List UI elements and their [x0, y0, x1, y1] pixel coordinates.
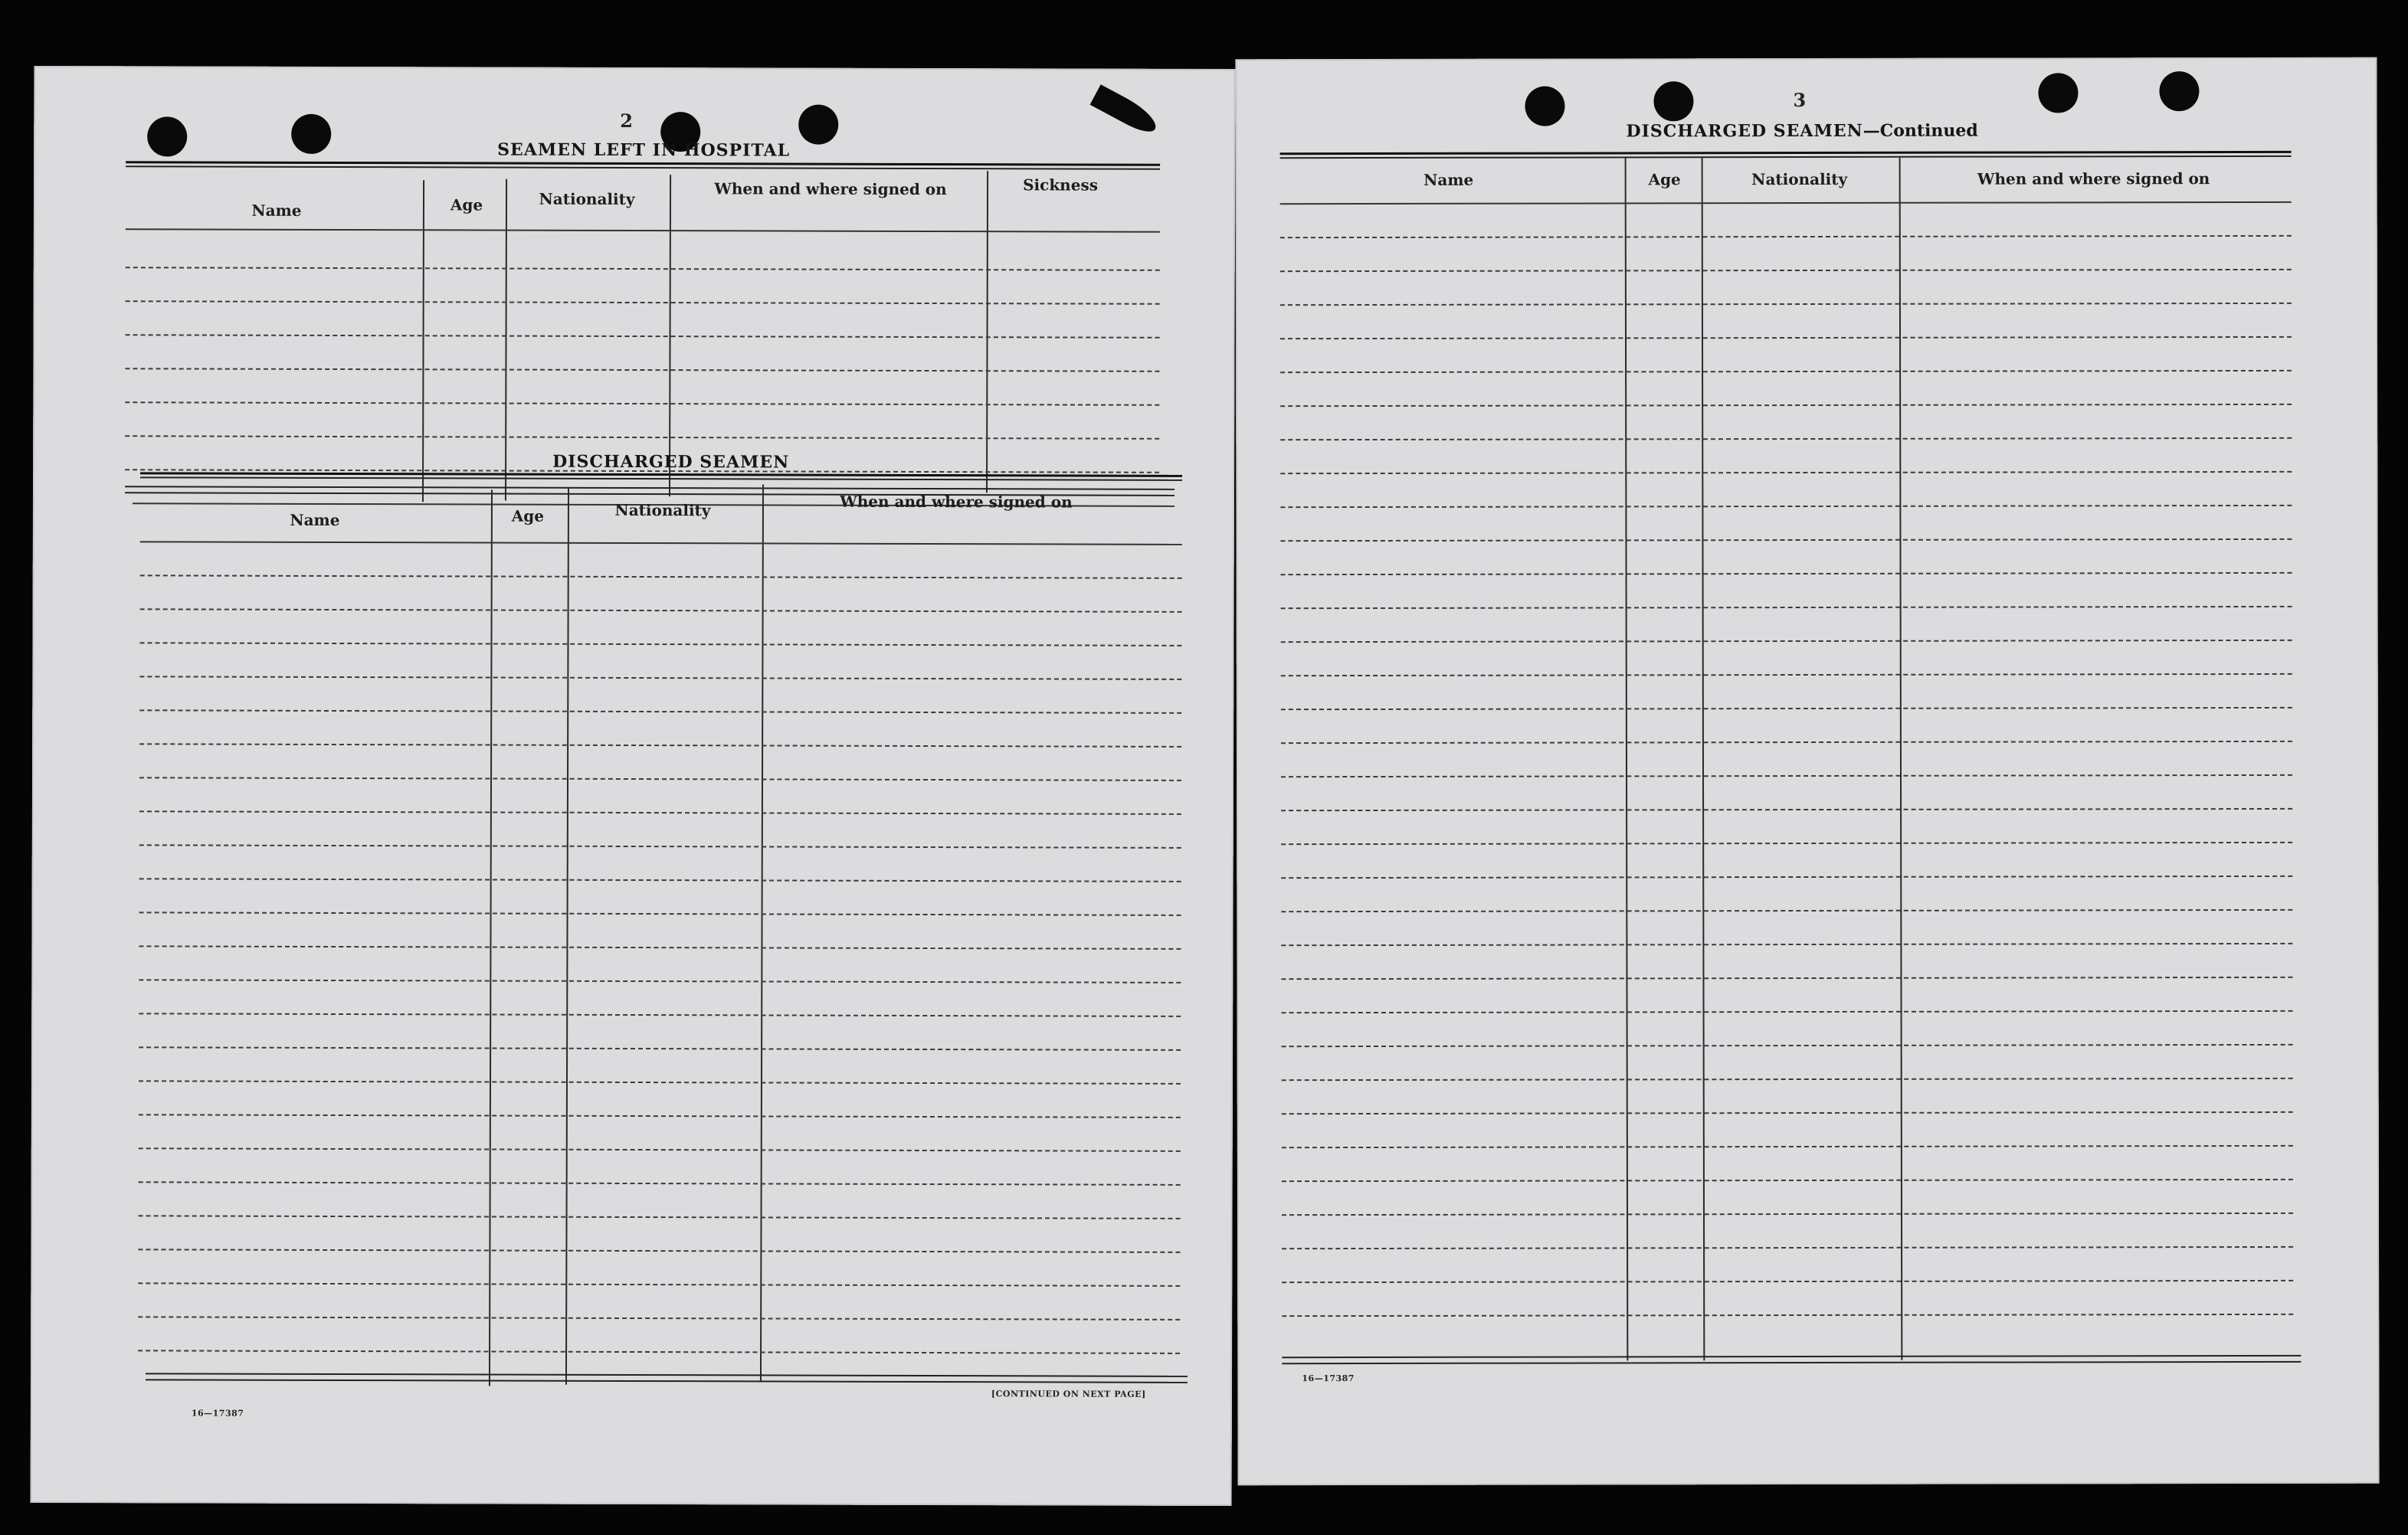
entry-line	[1280, 437, 2292, 440]
entry-line	[1281, 707, 2292, 710]
header-underline	[126, 228, 1160, 233]
entry-line	[139, 1080, 1181, 1085]
entry-line	[1281, 774, 2292, 777]
entry-line	[139, 676, 1181, 680]
section-title-discharged: DISCHARGED SEAMEN	[552, 451, 790, 473]
entry-line	[1281, 876, 2292, 879]
entry-line	[1281, 673, 2292, 676]
entry-line	[1281, 741, 2292, 744]
page-number: 3	[1793, 89, 1807, 112]
entry-line	[126, 334, 1160, 339]
entry-line	[139, 642, 1181, 646]
entry-line	[1282, 1314, 2293, 1317]
entry-line	[1280, 235, 2292, 238]
entry-line	[139, 844, 1181, 849]
punch-hole	[1653, 81, 1693, 121]
entry-line	[139, 743, 1181, 748]
entry-line	[1282, 1246, 2293, 1249]
column-divider	[760, 484, 764, 1380]
entry-line	[139, 810, 1181, 815]
section-rule	[146, 1373, 1188, 1377]
entry-line	[139, 1215, 1181, 1219]
entry-line	[1282, 1179, 2293, 1182]
page-number: 2	[620, 109, 634, 132]
punch-hole	[291, 114, 331, 154]
entry-line	[1282, 1078, 2293, 1081]
entry-line	[139, 1013, 1181, 1017]
column-divider	[422, 180, 424, 502]
entry-line	[126, 267, 1160, 271]
entry-line	[1280, 538, 2292, 542]
entry-line	[139, 912, 1181, 916]
entry-line	[139, 1046, 1181, 1051]
entry-line	[1282, 1145, 2293, 1148]
column-header-when-where: When and where signed on	[714, 179, 947, 199]
section-rule	[1282, 1361, 2301, 1364]
entry-line	[125, 435, 1159, 440]
entry-line	[1280, 303, 2292, 306]
entry-line	[1280, 404, 2292, 407]
section-rule	[1280, 151, 2292, 155]
column-header-when-where: When and where signed on	[840, 492, 1073, 512]
column-header-nationality: Nationality	[614, 500, 711, 520]
column-header-name: Name	[251, 201, 302, 220]
entry-line	[125, 401, 1159, 406]
column-divider	[505, 179, 507, 501]
form-page-left	[31, 66, 1236, 1506]
entry-line	[125, 368, 1159, 372]
entry-line	[138, 1316, 1180, 1321]
entry-line	[1281, 943, 2292, 946]
punch-hole	[147, 116, 187, 156]
entry-line	[1281, 572, 2292, 575]
form-number: 16—17387	[1302, 1373, 1355, 1384]
column-divider	[489, 490, 493, 1386]
header-underline	[140, 541, 1182, 545]
column-header-name: Name	[290, 510, 340, 529]
column-header-nationality: Nationality	[539, 189, 635, 209]
punch-hole	[1525, 87, 1564, 126]
punch-hole	[2159, 71, 2199, 111]
column-header-age: Age	[450, 195, 483, 214]
section-title-discharged-continued	[1627, 121, 1978, 142]
entry-line	[1281, 640, 2292, 643]
entry-line	[1280, 269, 2292, 272]
header-underline	[1280, 201, 2292, 205]
entry-line	[1281, 909, 2292, 912]
title-main: DISCHARGED SEAMEN	[1626, 120, 1863, 142]
entry-line	[1281, 606, 2292, 609]
entry-line	[139, 1147, 1181, 1152]
entry-line	[1282, 1280, 2293, 1283]
column-header-age: Age	[1648, 170, 1681, 189]
entry-line	[139, 979, 1181, 984]
column-header-when-where: When and where signed on	[1977, 169, 2210, 188]
entry-line	[1280, 471, 2292, 474]
punch-hole	[798, 105, 838, 145]
entry-line	[139, 878, 1181, 882]
column-header-sickness: Sickness	[1023, 175, 1099, 195]
section-rule	[126, 165, 1160, 170]
continued-note: [CONTINUED ON NEXT PAGE]	[991, 1389, 1146, 1399]
entry-line	[1280, 505, 2292, 508]
section-rule	[1282, 1355, 2301, 1358]
entry-line	[138, 1282, 1180, 1287]
entry-line	[1282, 1213, 2293, 1216]
entry-line	[126, 300, 1160, 305]
entry-line	[139, 1181, 1181, 1186]
torn-corner	[1090, 84, 1162, 137]
entry-line	[140, 608, 1182, 613]
column-header-name: Name	[1424, 170, 1474, 189]
section-title-hospital: SEAMEN LEFT IN HOSPITAL	[497, 139, 791, 161]
entry-line	[139, 777, 1181, 781]
punch-hole	[2038, 73, 2078, 113]
entry-line	[138, 1249, 1180, 1253]
column-divider	[986, 171, 988, 493]
section-rule	[140, 476, 1182, 481]
column-header-nationality: Nationality	[1751, 169, 1848, 189]
entry-line	[139, 709, 1181, 714]
column-header-age: Age	[511, 506, 545, 525]
entry-line	[1281, 977, 2292, 980]
entry-line	[1282, 1010, 2293, 1013]
entry-line	[1281, 808, 2292, 811]
section-rule	[1280, 155, 2292, 159]
form-page-right	[1235, 57, 2379, 1486]
entry-line	[1282, 1111, 2293, 1114]
entry-line	[139, 945, 1181, 950]
section-rule	[146, 1379, 1188, 1383]
entry-line	[140, 574, 1182, 579]
form-number: 16—17387	[191, 1408, 244, 1419]
entry-line	[1281, 842, 2292, 845]
section-rule	[125, 486, 1175, 490]
entry-line	[139, 1114, 1181, 1118]
title-suffix: —Continued	[1863, 120, 1978, 141]
entry-line	[1280, 370, 2292, 373]
entry-line	[1280, 336, 2292, 339]
entry-line	[138, 1350, 1180, 1354]
entry-line	[1282, 1044, 2293, 1047]
